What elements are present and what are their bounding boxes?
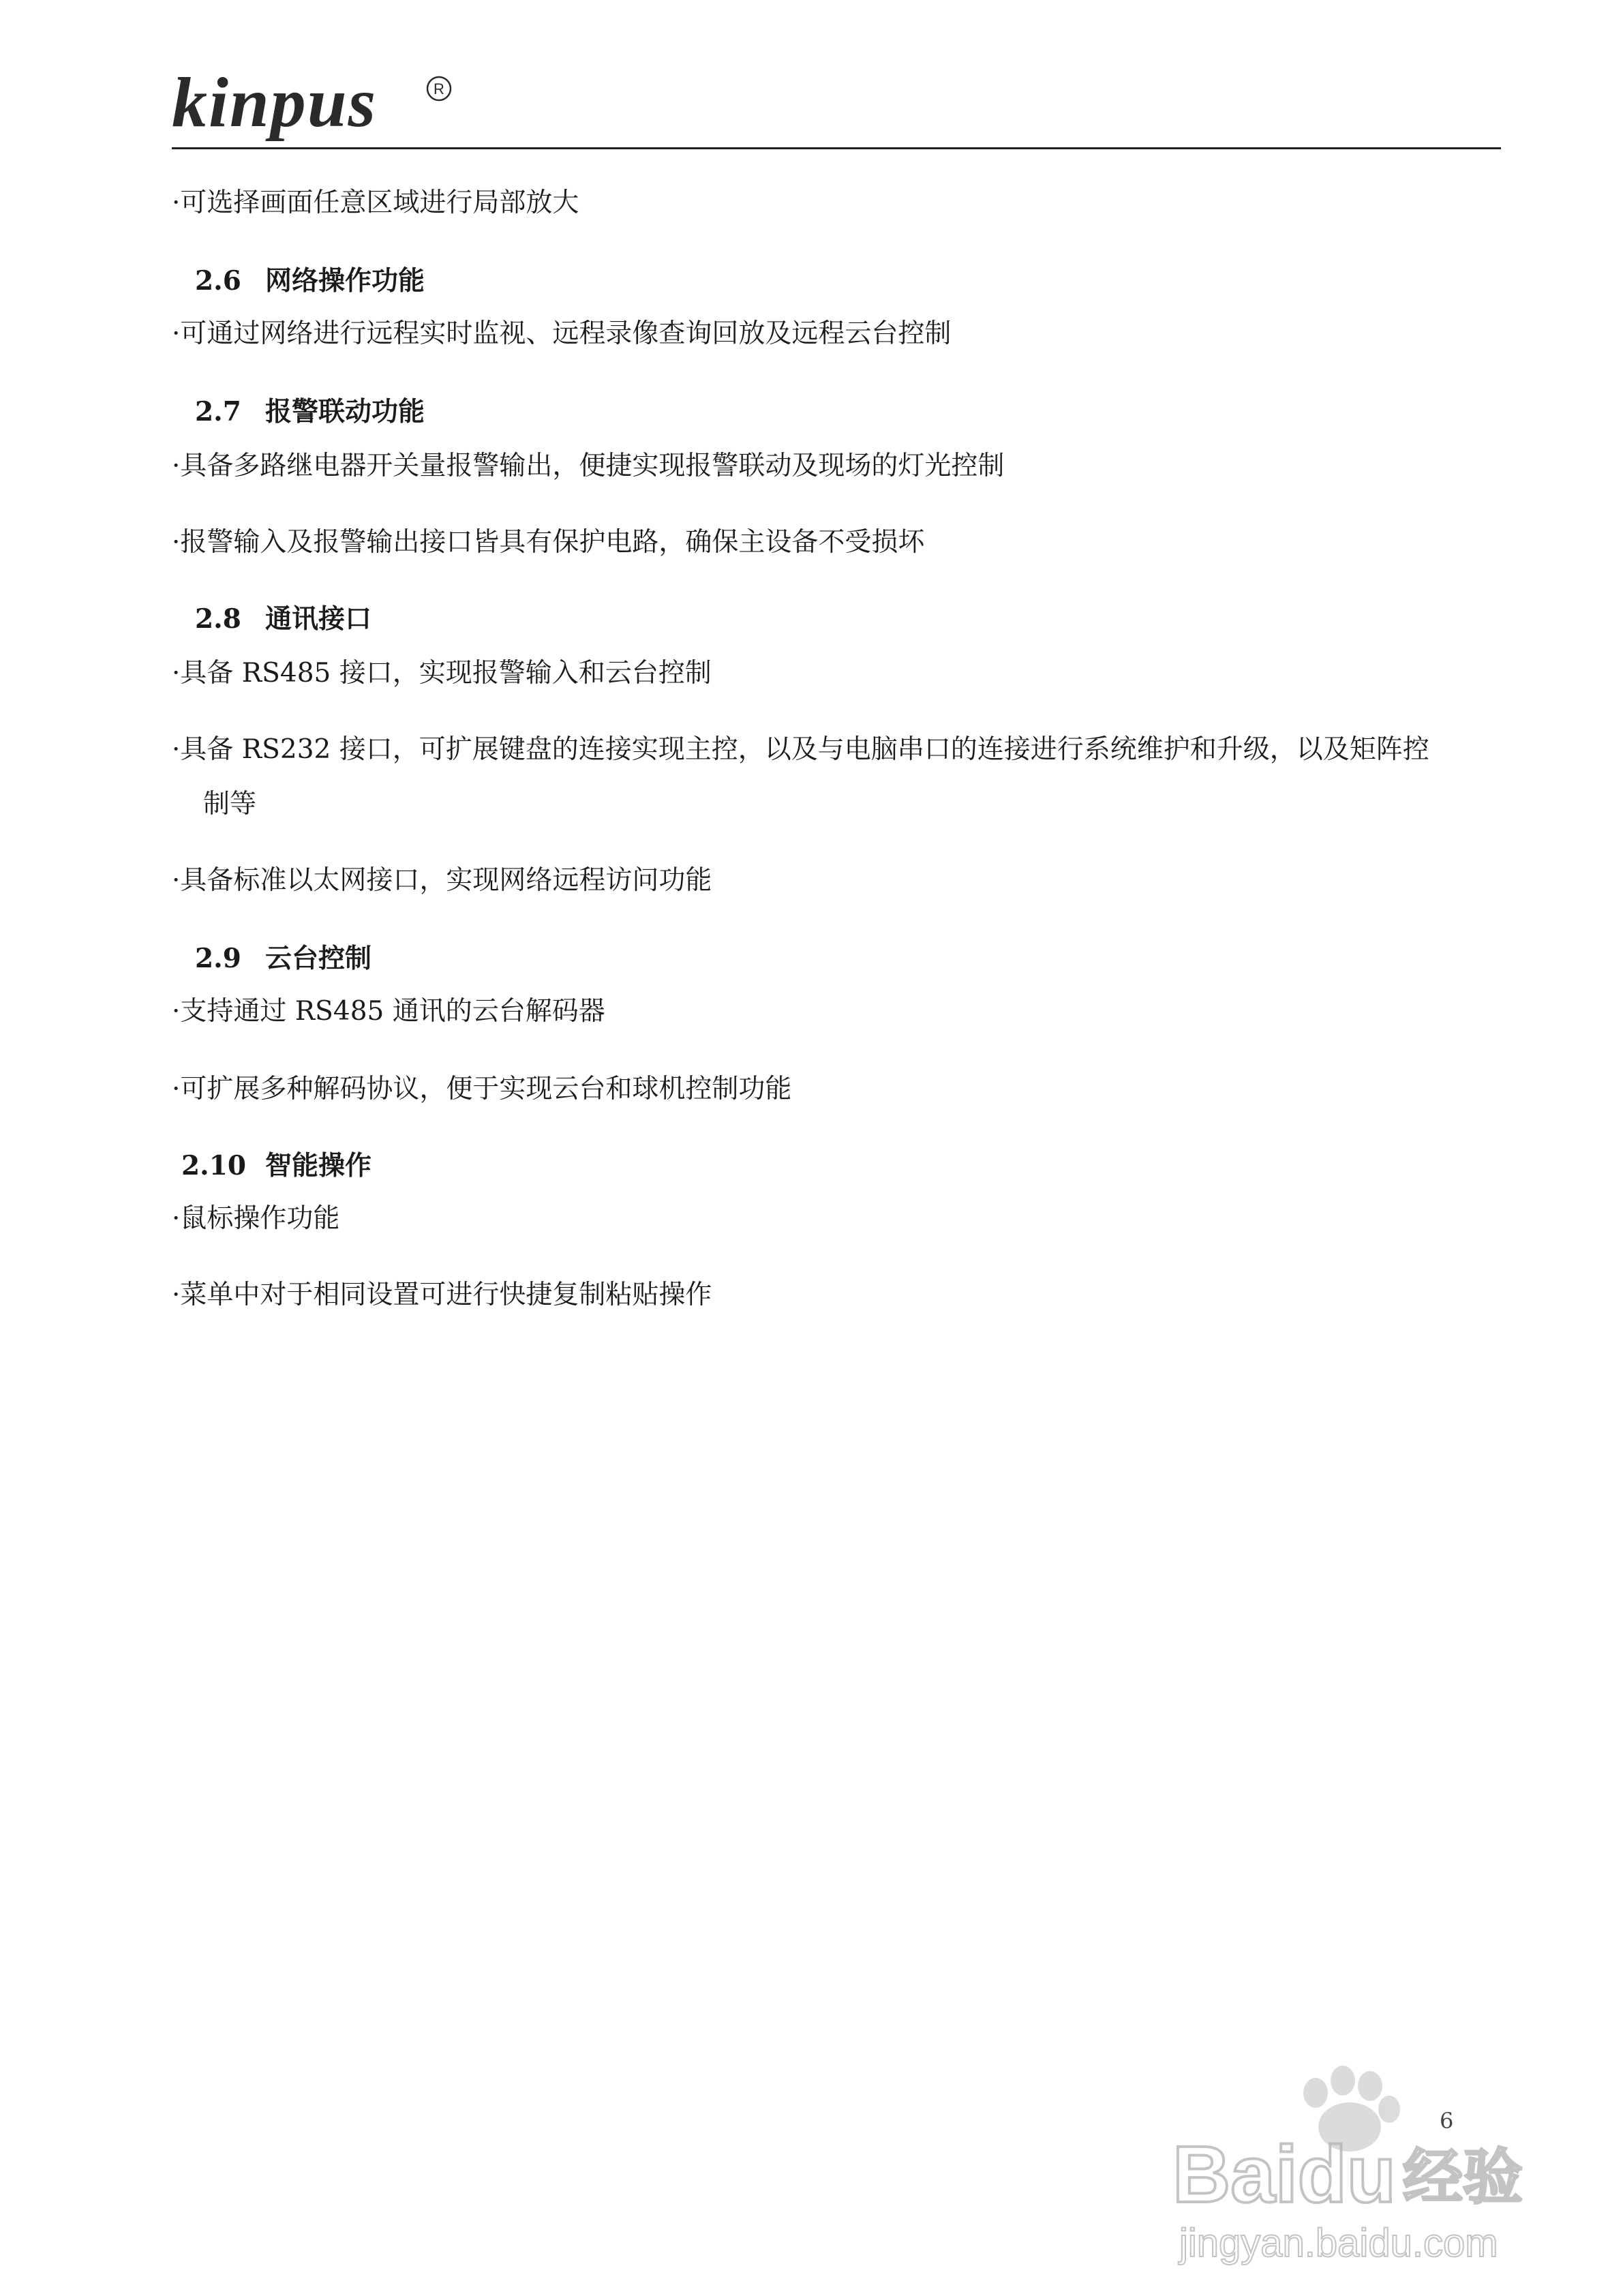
section-number: 2.6	[195, 265, 241, 297]
svg-text:R: R	[434, 80, 444, 97]
baidu-jingyan-watermark	[1152, 2052, 1534, 2270]
watermark-brand: Baidu	[1172, 2130, 1396, 2220]
bullet-item: ·可选择画面任意区域进行局部放大	[172, 187, 579, 218]
page-number: 6	[1440, 2108, 1454, 2134]
header-rule	[172, 147, 1501, 149]
watermark-url: jingyan.baidu.com	[1179, 2221, 1498, 2265]
bullet-item-continuation: 制等	[203, 789, 257, 819]
bullet-item: ·具备标准以太网接口，实现网络远程访问功能	[172, 865, 712, 896]
section-title: 云台控制	[265, 943, 372, 974]
section-title: 智能操作	[265, 1150, 372, 1181]
bullet-item: ·可通过网络进行远程实时监视、远程录像查询回放及远程云台控制	[172, 318, 952, 349]
bullet-item: ·具备多路继电器开关量报警输出，便捷实现报警联动及现场的灯光控制	[172, 451, 1005, 481]
section-title: 通讯接口	[265, 603, 372, 635]
section-number: 2.7	[195, 396, 241, 427]
bullet-item: ·菜单中对于相同设置可进行快捷复制粘贴操作	[172, 1280, 712, 1310]
bullet-item: ·报警输入及报警输出接口皆具有保护电路，确保主设备不受损坏	[172, 527, 925, 558]
bullet-item: ·具备 RS485 接口，实现报警输入和云台控制	[172, 658, 712, 689]
section-number: 2.9	[195, 943, 241, 974]
section-number: 2.10	[181, 1150, 246, 1181]
registered-mark-icon	[425, 75, 453, 102]
watermark-suffix: 经验	[1403, 2142, 1523, 2212]
bullet-item: ·支持通过 RS485 通讯的云台解码器	[172, 996, 605, 1027]
bullet-item: ·具备 RS232 接口，可扩展键盘的连接实现主控，以及与电脑串口的连接进行系统维护和升级，以及矩阵控	[172, 734, 1429, 765]
section-title: 网络操作功能	[265, 265, 425, 297]
page-header	[172, 65, 1501, 149]
bullet-item: ·鼠标操作功能	[172, 1203, 340, 1234]
bullet-item: ·可扩展多种解码协议，便于实现云台和球机控制功能	[172, 1074, 792, 1104]
kinpus-logo: kinpus	[172, 63, 378, 142]
section-title: 报警联动功能	[265, 396, 425, 427]
section-number: 2.8	[195, 603, 241, 635]
